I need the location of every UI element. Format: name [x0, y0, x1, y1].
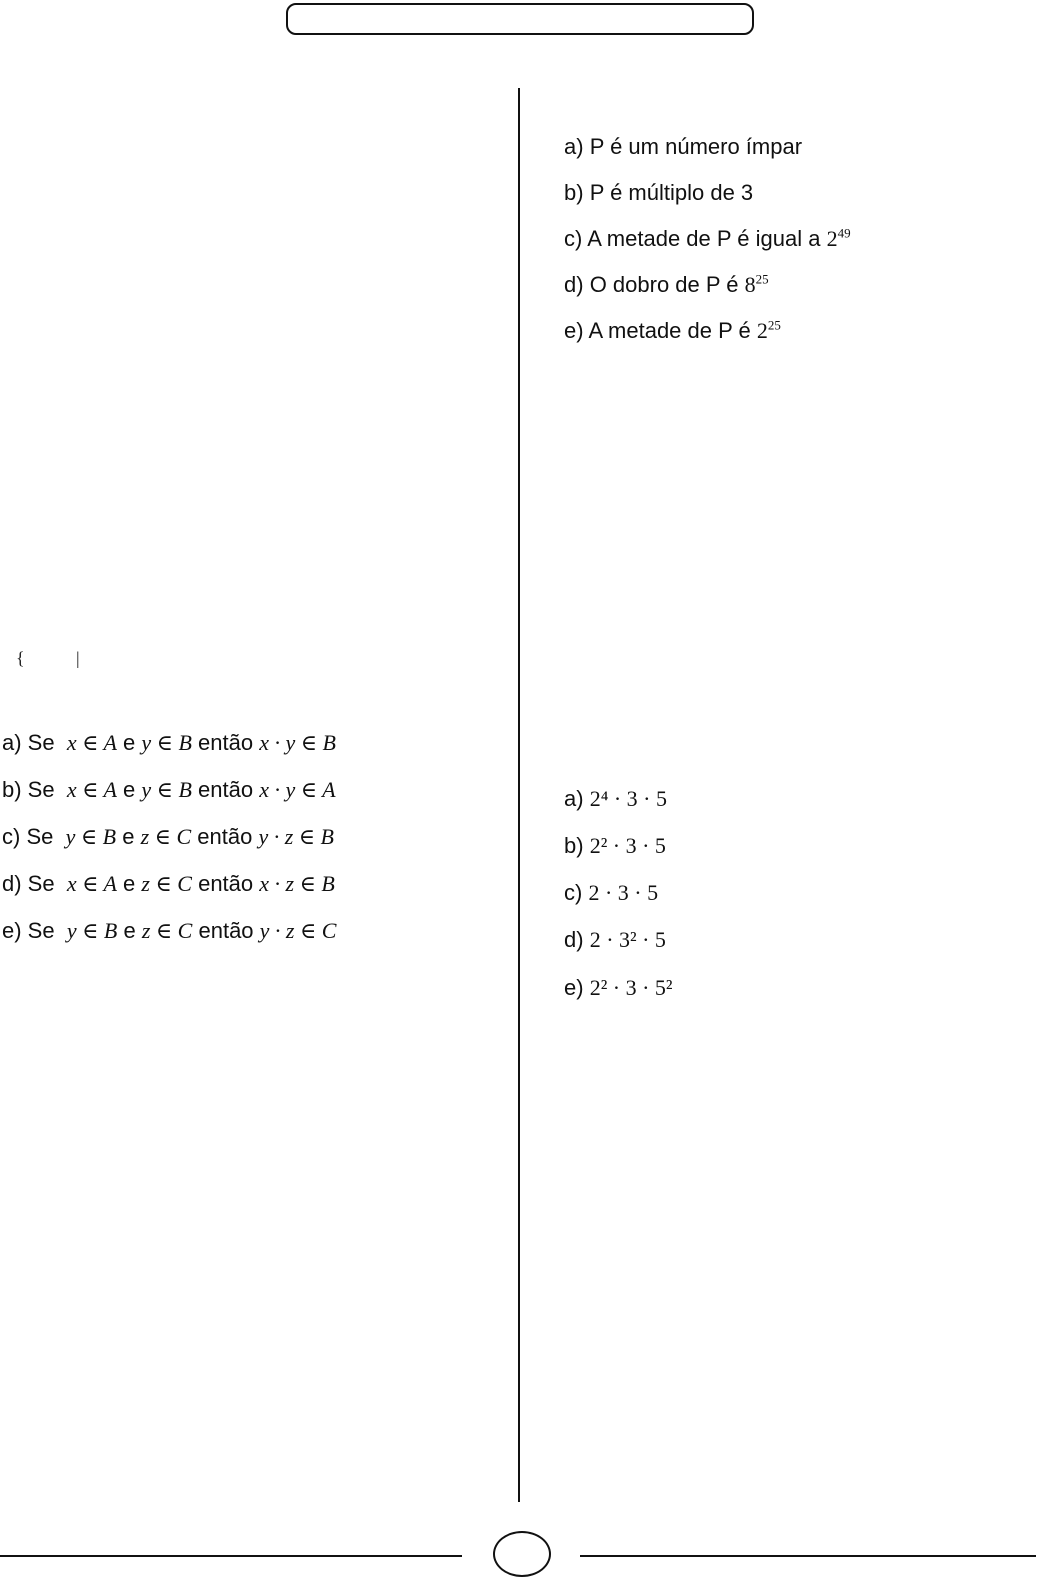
then-word: então — [198, 918, 254, 943]
condition-2: y ∈ B — [141, 777, 192, 802]
option-letter: d) Se — [2, 871, 55, 896]
option-factor-b — [564, 832, 666, 860]
set-bar-fragment: | — [76, 648, 80, 668]
then-word: então — [198, 871, 254, 896]
then-word: então — [198, 777, 254, 802]
page-number-badge — [493, 1531, 551, 1577]
condition-1: y ∈ B — [66, 918, 118, 943]
option-text: A metade de P é igual a — [587, 226, 827, 251]
option-factor-c — [564, 879, 658, 907]
conjunction: e — [123, 871, 136, 896]
header-title-box — [286, 3, 754, 35]
condition-1: x ∈ A — [66, 871, 117, 896]
option-letter: e) — [564, 975, 584, 1000]
set-brace-fragment: { — [16, 648, 25, 668]
option-sets-b — [2, 776, 336, 804]
option-p-e — [564, 317, 781, 345]
condition-2: y ∈ B — [141, 730, 192, 755]
footer-rule-right — [580, 1555, 1036, 1557]
option-expression: 2² · 3 · 5² — [589, 975, 673, 1000]
footer-rule-left — [0, 1555, 462, 1557]
option-p-b — [564, 179, 753, 207]
option-letter: c) — [564, 226, 583, 251]
option-sets-c — [2, 823, 334, 851]
option-expression: 2⁴ · 3 · 5 — [589, 786, 668, 811]
power-exponent: 25 — [767, 317, 781, 333]
result: x · z ∈ B — [259, 871, 335, 896]
option-sets-e — [2, 917, 336, 945]
option-p-c — [564, 225, 851, 253]
option-letter: b) — [564, 180, 584, 205]
option-letter: a) — [564, 786, 584, 811]
option-text: A metade de P é — [588, 318, 757, 343]
option-p-d — [564, 271, 769, 299]
option-letter: d) — [564, 272, 584, 297]
option-text: O dobro de P é — [589, 272, 745, 297]
result: y · z ∈ C — [259, 918, 337, 943]
option-letter: a) — [564, 134, 584, 159]
option-letter: b) — [564, 833, 584, 858]
condition-1: y ∈ B — [65, 824, 117, 849]
option-letter: e) — [564, 318, 584, 343]
option-factor-e — [564, 974, 673, 1002]
then-word: então — [198, 730, 254, 755]
then-word: então — [197, 824, 253, 849]
power-base: 8 — [744, 272, 756, 297]
option-letter: e) Se — [2, 918, 55, 943]
column-divider — [518, 88, 520, 1502]
option-expression: 2² · 3 · 5 — [589, 833, 666, 858]
result: x · y ∈ A — [259, 777, 336, 802]
power-exponent: 49 — [837, 225, 851, 241]
conjunction: e — [123, 730, 136, 755]
conjunction: e — [123, 918, 136, 943]
condition-1: x ∈ A — [66, 730, 117, 755]
option-letter: c) — [564, 880, 583, 905]
option-letter: b) Se — [2, 777, 55, 802]
conjunction: e — [122, 824, 135, 849]
option-text: P é um número ímpar — [589, 134, 803, 159]
option-p-a — [564, 133, 802, 161]
option-letter: a) Se — [2, 730, 55, 755]
option-sets-a — [2, 729, 336, 757]
power-base: 2 — [826, 226, 838, 251]
power-exponent: 25 — [755, 271, 769, 287]
option-letter: c) Se — [2, 824, 54, 849]
condition-1: x ∈ A — [66, 777, 117, 802]
result: x · y ∈ B — [259, 730, 336, 755]
condition-2: z ∈ C — [140, 824, 192, 849]
option-expression: 2 · 3² · 5 — [589, 927, 666, 952]
conjunction: e — [123, 777, 136, 802]
result: y · z ∈ B — [258, 824, 334, 849]
power-base: 2 — [756, 318, 768, 343]
option-factor-a — [564, 785, 667, 813]
option-expression: 2 · 3 · 5 — [588, 880, 659, 905]
condition-2: z ∈ C — [141, 871, 192, 896]
option-letter: d) — [564, 927, 584, 952]
option-factor-d — [564, 926, 666, 954]
condition-2: z ∈ C — [141, 918, 193, 943]
option-sets-d — [2, 870, 335, 898]
option-text: P é múltiplo de 3 — [589, 180, 754, 205]
